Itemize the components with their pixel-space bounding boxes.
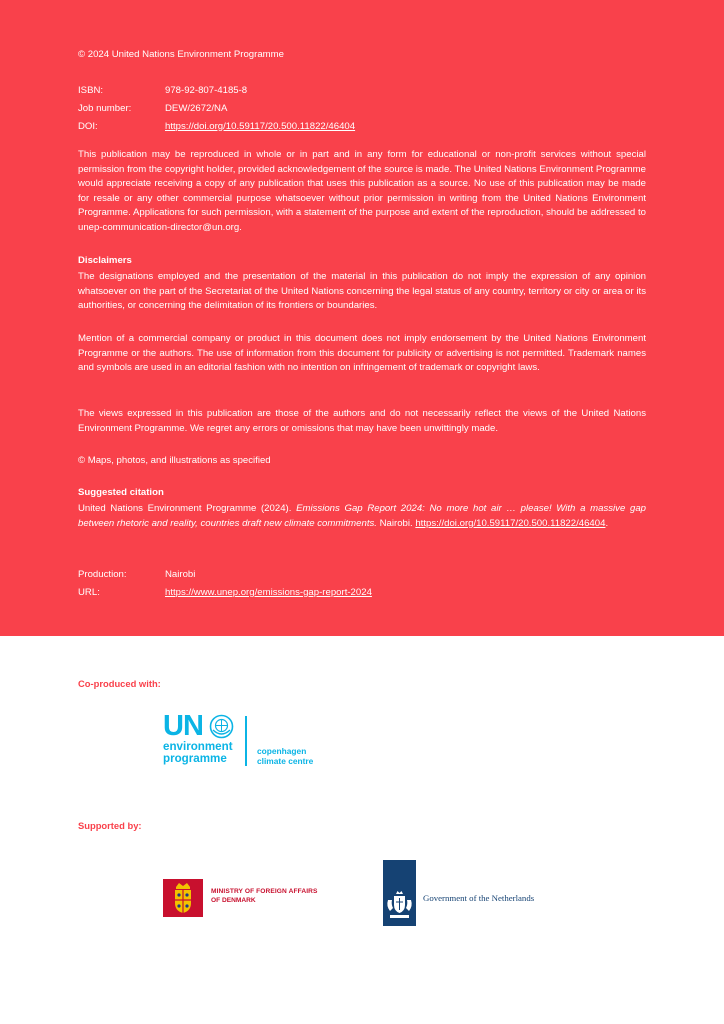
citation-place: Nairobi.	[376, 517, 416, 529]
denmark-crest-icon	[171, 881, 195, 915]
publication-metadata	[78, 81, 355, 135]
disclaimer-commercial: Mention of a commercial company or product in this document does not imply endorsement by the United Nations Environment Programme or the authors. The use of information from this document for publicity or advertising is not permitted. Trademark names and symbols are used in an editorial fashion with no intention on infringement of trademark or copyright laws.	[78, 333, 646, 374]
unep-ccc-logo	[163, 712, 325, 768]
supported-by-label: Supported by:	[78, 820, 142, 831]
netherlands-crest-icon	[386, 890, 413, 920]
citation-author: United Nations Environment Programme (2024).	[78, 503, 297, 514]
disclaimer-views: The views expressed in this publication are those of the authors and do not necessarily reflect the views of the United Nations Environment Programme. We regret any errors or omissions that may have been unwittingly made.	[78, 408, 646, 434]
isbn-value: 978-92-807-4185-8	[165, 84, 248, 96]
production-row	[78, 565, 372, 583]
unep-un-wordmark: UN	[163, 710, 203, 742]
job-number-value: DEW/2672/NA	[165, 102, 228, 114]
denmark-ministry-line-2: OF DENMARK	[211, 897, 256, 904]
netherlands-government-text: Government of the Netherlands	[423, 893, 535, 903]
maps-note: © Maps, photos, and illustrations as specified	[78, 455, 271, 466]
reproduction-notice: This publication may be reproduced in whole or in part and in any form for educational or non-profit services without special permission from the copyright holder, provided acknowledgement of the source is made. The United Nations Environment Programme would appreciate receiving a copy of any publication that uses this publication as a source. No use of this publication may be made for resale or any other commercial purpose whatsoever without prior permission in writing from the United Nations Environment Programme. Applications for such permission, with a statement of the purpose and extent of the reproduction, should be addressed to unep-communication-director@un.org.	[78, 149, 646, 233]
ccc-line-1: copenhagen	[257, 746, 307, 756]
citation-title: Emissions Gap Report 2024: No more hot air … please! With a massive gap between rhetoric and reality, countries draft new climate commitments.	[78, 503, 646, 529]
ccc-line-2: climate centre	[257, 756, 314, 766]
url-label: URL:	[78, 586, 100, 598]
suggested-citation	[78, 502, 646, 531]
unep-programme-word: programme	[163, 752, 227, 765]
citation-end: .	[605, 517, 609, 529]
citation-doi-link[interactable]: https://doi.org/10.59117/20.500.11822/46404	[415, 517, 606, 529]
disclaimers-heading: Disclaimers	[78, 255, 132, 266]
unep-environment-word: environment	[163, 740, 233, 753]
production-label: Production:	[78, 568, 127, 580]
report-url-link[interactable]: https://www.unep.org/emissions-gap-report-2024	[165, 586, 372, 598]
disclaimer-designations: The designations employed and the presentation of the material in this publication do not imply the expression of any opinion whatsoever on the part of the Secretariat of the United Nations concerning the legal status of any country, territory or city or area or its authorities, or concerning the delimitation of its frontiers or boundaries.	[78, 271, 646, 312]
doi-row	[78, 117, 355, 135]
url-row	[78, 583, 372, 601]
job-number-row	[78, 99, 355, 117]
doi-link[interactable]: https://doi.org/10.59117/20.500.11822/46404	[165, 120, 356, 132]
un-globe-icon	[209, 714, 234, 739]
citation-heading: Suggested citation	[78, 487, 164, 498]
production-metadata	[78, 565, 372, 601]
doi-label: DOI:	[78, 120, 98, 132]
co-produced-label: Co-produced with:	[78, 678, 161, 689]
copyright-line: © 2024 United Nations Environment Programme	[78, 49, 284, 60]
job-number-label: Job number:	[78, 102, 132, 114]
denmark-ministry-line-1: MINISTRY OF FOREIGN AFFAIRS	[211, 888, 318, 895]
production-value: Nairobi	[165, 568, 196, 580]
isbn-row	[78, 81, 355, 99]
logo-divider	[245, 716, 247, 766]
isbn-label: ISBN:	[78, 84, 104, 96]
